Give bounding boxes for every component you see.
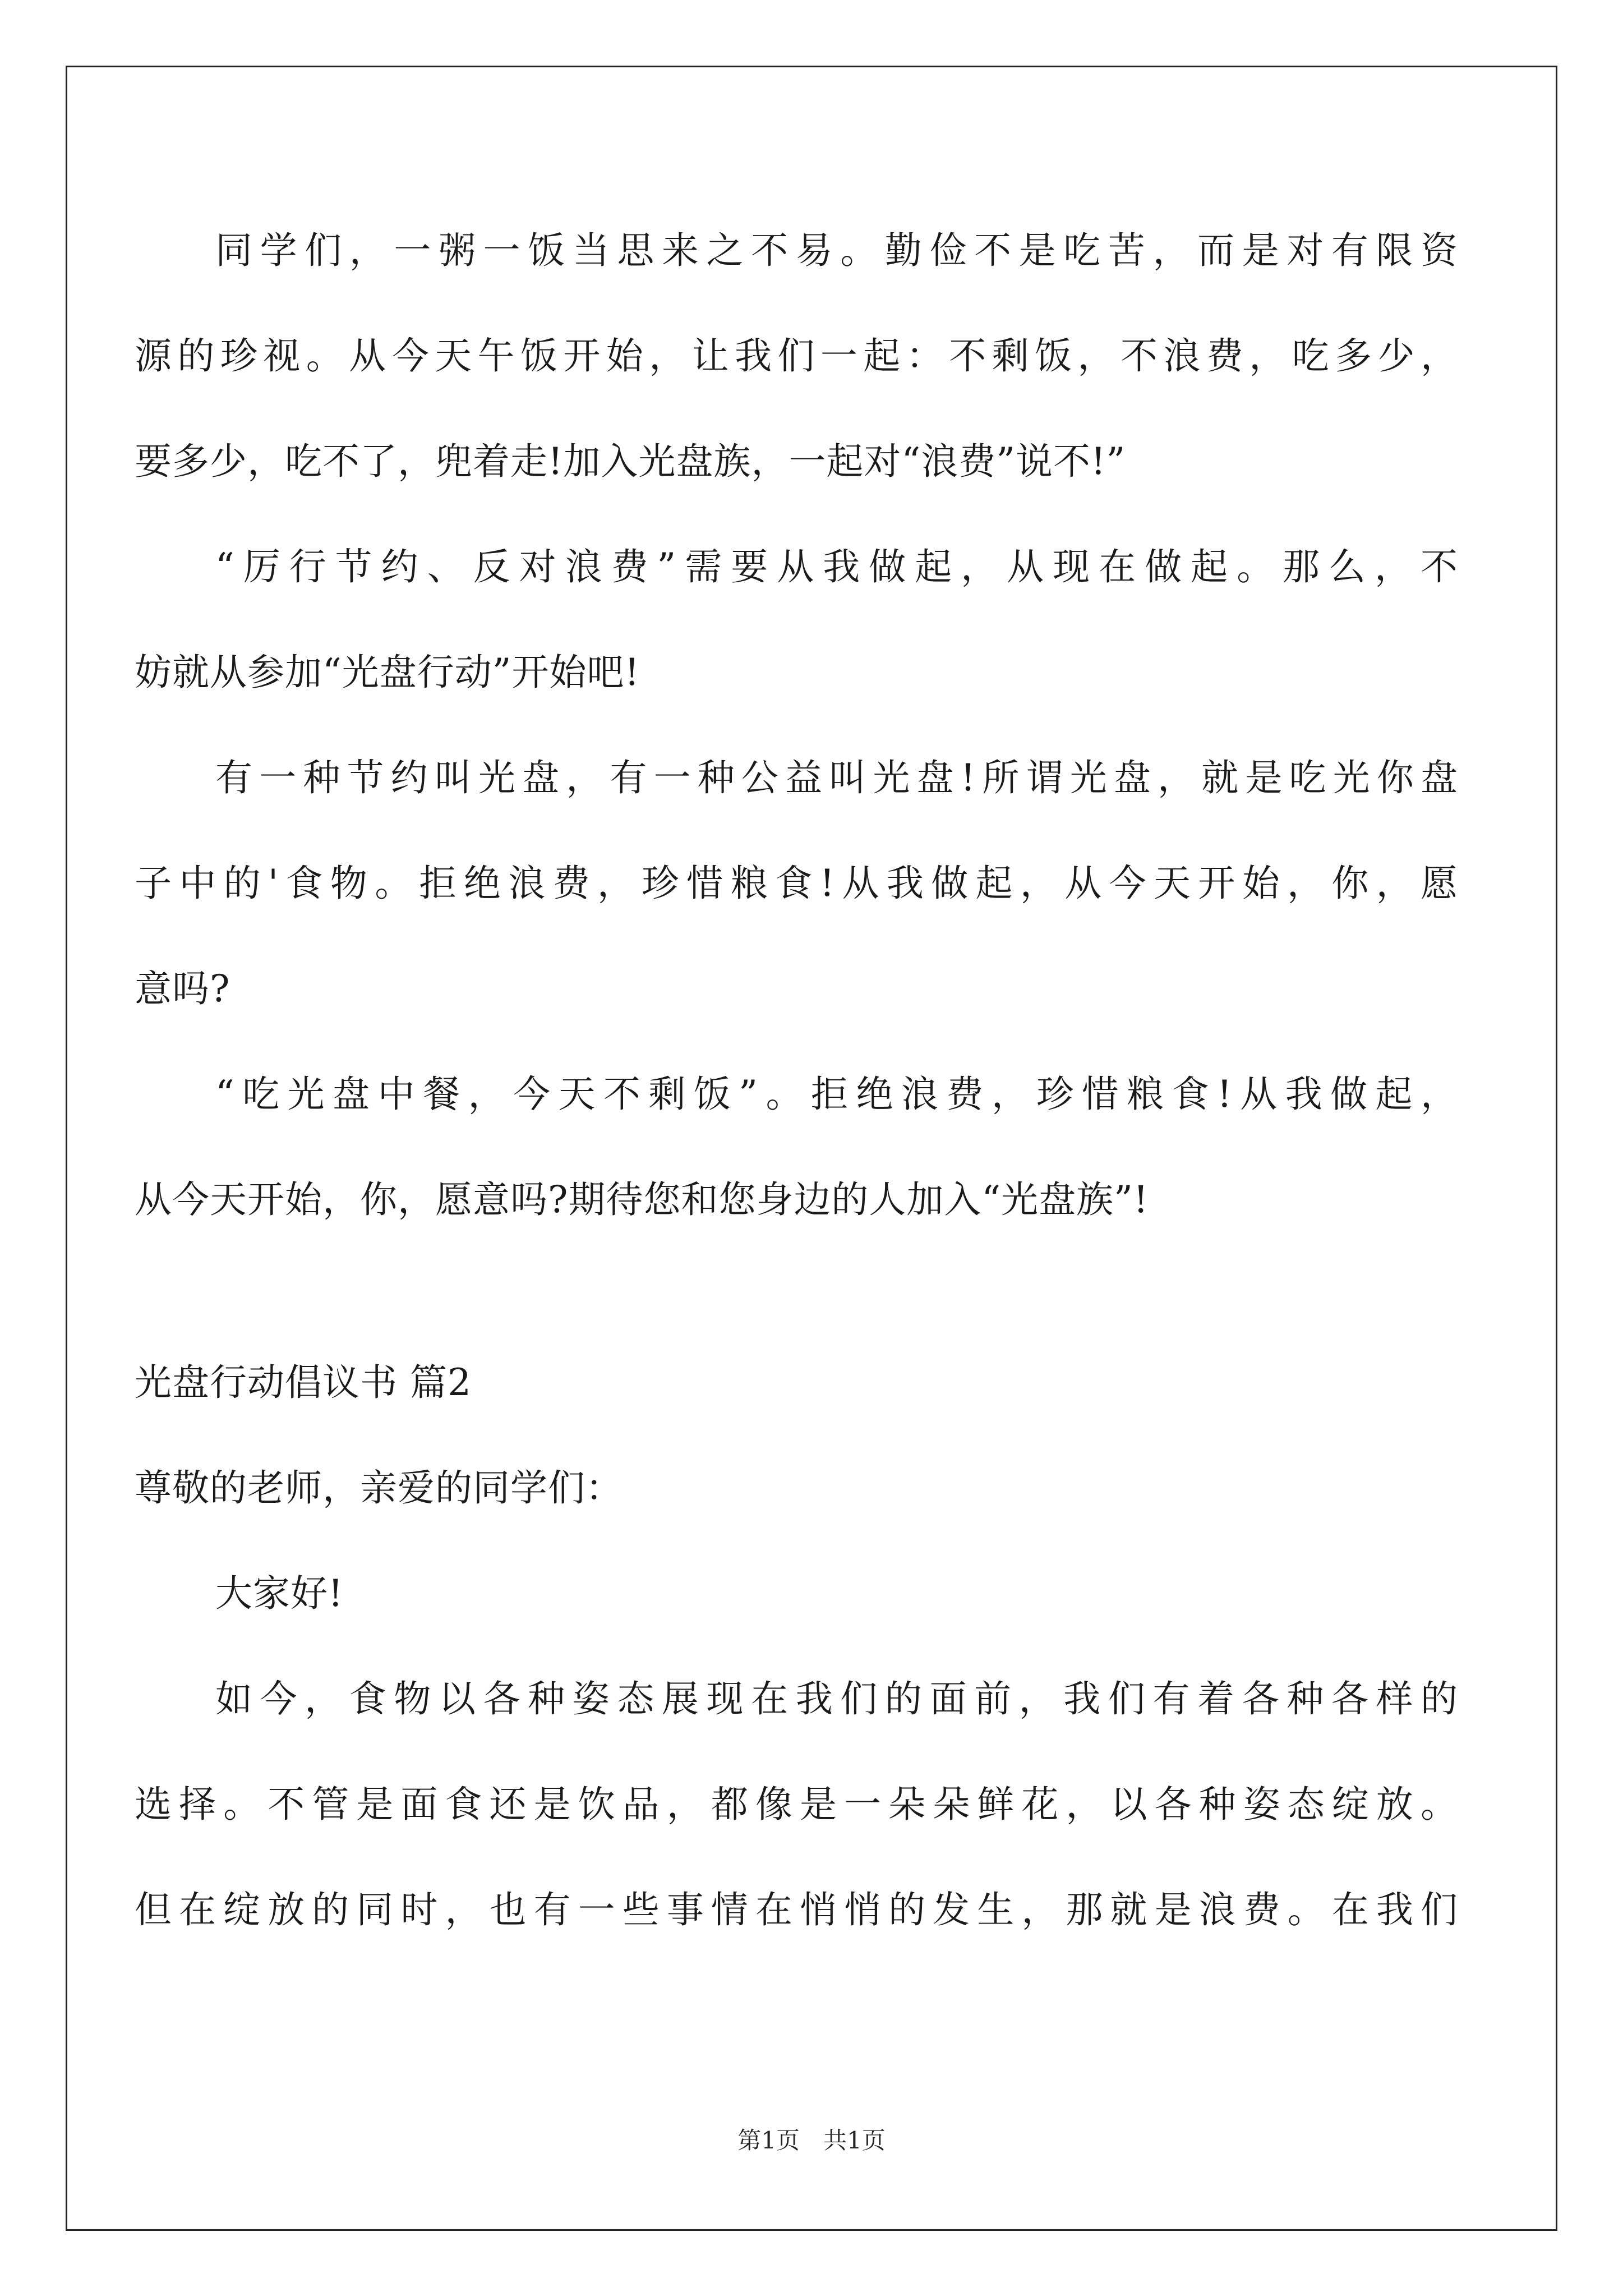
paragraph-line: “吃光盘中餐，今天不剩饭”。拒绝浪费，珍惜粮食!从我做起， xyxy=(215,1073,1458,1116)
paragraph-line: 源的珍视。从今天午饭开始，让我们一起：不剩饭，不浪费，吃多少， xyxy=(135,334,1458,378)
paragraph-line: 从今天开始，你，愿意吗?期待您和您身边的人加入“光盘族”! xyxy=(135,1178,1149,1221)
paragraph-line: “厉行节约、反对浪费”需要从我做起，从现在做起。那么，不 xyxy=(215,545,1458,588)
page-number-footer: 第1页 共1页 xyxy=(737,2127,886,2154)
section-title: 光盘行动倡议书 篇2 xyxy=(135,1361,472,1404)
paragraph-line: 子中的'食物。拒绝浪费，珍惜粮食!从我做起，从今天开始，你，愿 xyxy=(135,862,1458,905)
paragraph-line: 要多少，吃不了，兜着走!加入光盘族，一起对“浪费”说不!” xyxy=(135,440,1126,483)
paragraph-line: 有一种节约叫光盘，有一种公益叫光盘!所谓光盘，就是吃光你盘 xyxy=(215,756,1458,799)
paragraph-line: 同学们，一粥一饭当思来之不易。勤俭不是吃苦，而是对有限资 xyxy=(215,229,1458,272)
salutation: 尊敬的老师，亲爱的同学们： xyxy=(135,1466,623,1510)
paragraph-line: 意吗? xyxy=(135,967,230,1010)
paragraph-line: 选择。不管是面食还是饮品，都像是一朵朵鲜花，以各种姿态绽放。 xyxy=(135,1783,1458,1826)
paragraph-line: 如今，食物以各种姿态展现在我们的面前，我们有着各种各样的 xyxy=(215,1677,1458,1720)
paragraph-line: 妨就从参加“光盘行动”开始吧! xyxy=(135,651,640,694)
greeting: 大家好! xyxy=(215,1572,344,1615)
paragraph-line: 但在绽放的同时，也有一些事情在悄悄的发生，那就是浪费。在我们 xyxy=(135,1888,1458,1931)
